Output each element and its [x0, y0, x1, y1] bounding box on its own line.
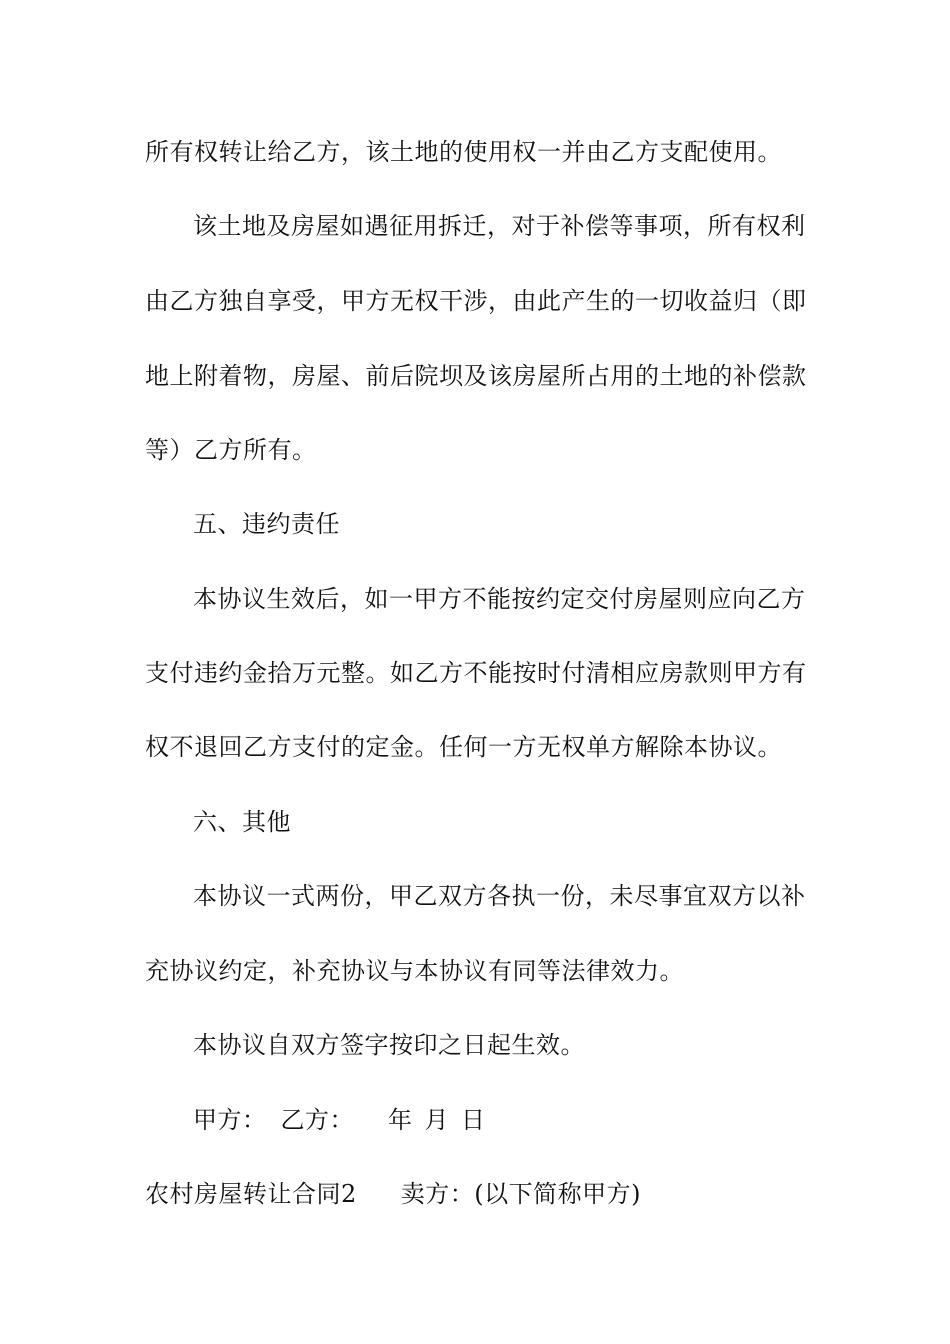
paragraph-line: 本协议自双方签字按印之日起生效。 [193, 1031, 585, 1059]
contract-title: 农村房屋转让合同2 [145, 1180, 357, 1208]
paragraph-line: 等）乙方所有。 [145, 436, 317, 464]
day-label: 日 [461, 1106, 486, 1134]
paragraph-line: 本协议生效后，如一甲方不能按约定交付房屋则应向乙方 [193, 585, 806, 613]
paragraph-line: 所有权转让给乙方，该土地的使用权一并由乙方支配使用。 [145, 138, 782, 166]
seller-label: 卖方：(以下简称甲方) [400, 1180, 642, 1208]
party-a-label: 甲方： [193, 1106, 267, 1134]
month-label: 月 [424, 1106, 449, 1134]
paragraph-line: 该土地及房屋如遇征用拆迁，对于补偿等事项，所有权利 [193, 212, 806, 240]
year-label: 年 [388, 1106, 413, 1134]
paragraph-line: 本协议一式两份，甲乙双方各执一份，未尽事宜双方以补 [193, 882, 806, 910]
party-b-label: 乙方： [280, 1106, 354, 1134]
signature-line [193, 1104, 858, 1136]
paragraph-line: 地上附着物，房屋、前后院坝及该房屋所占用的土地的补偿款 [145, 362, 807, 390]
paragraph-line: 权不退回乙方支付的定金。任何一方无权单方解除本协议。 [145, 733, 782, 761]
paragraph-line: 充协议约定，补充协议与本协议有同等法律效力。 [145, 957, 684, 985]
section-heading: 六、其他 [193, 808, 291, 836]
paragraph-line: 支付违约金拾万元整。如乙方不能按时付清相应房款则甲方有 [145, 659, 807, 687]
paragraph-line: 由乙方独自享受，甲方无权干涉，由此产生的一切收益归（即 [145, 287, 807, 315]
section-heading: 五、违约责任 [193, 510, 340, 538]
next-contract-line [145, 1178, 810, 1210]
